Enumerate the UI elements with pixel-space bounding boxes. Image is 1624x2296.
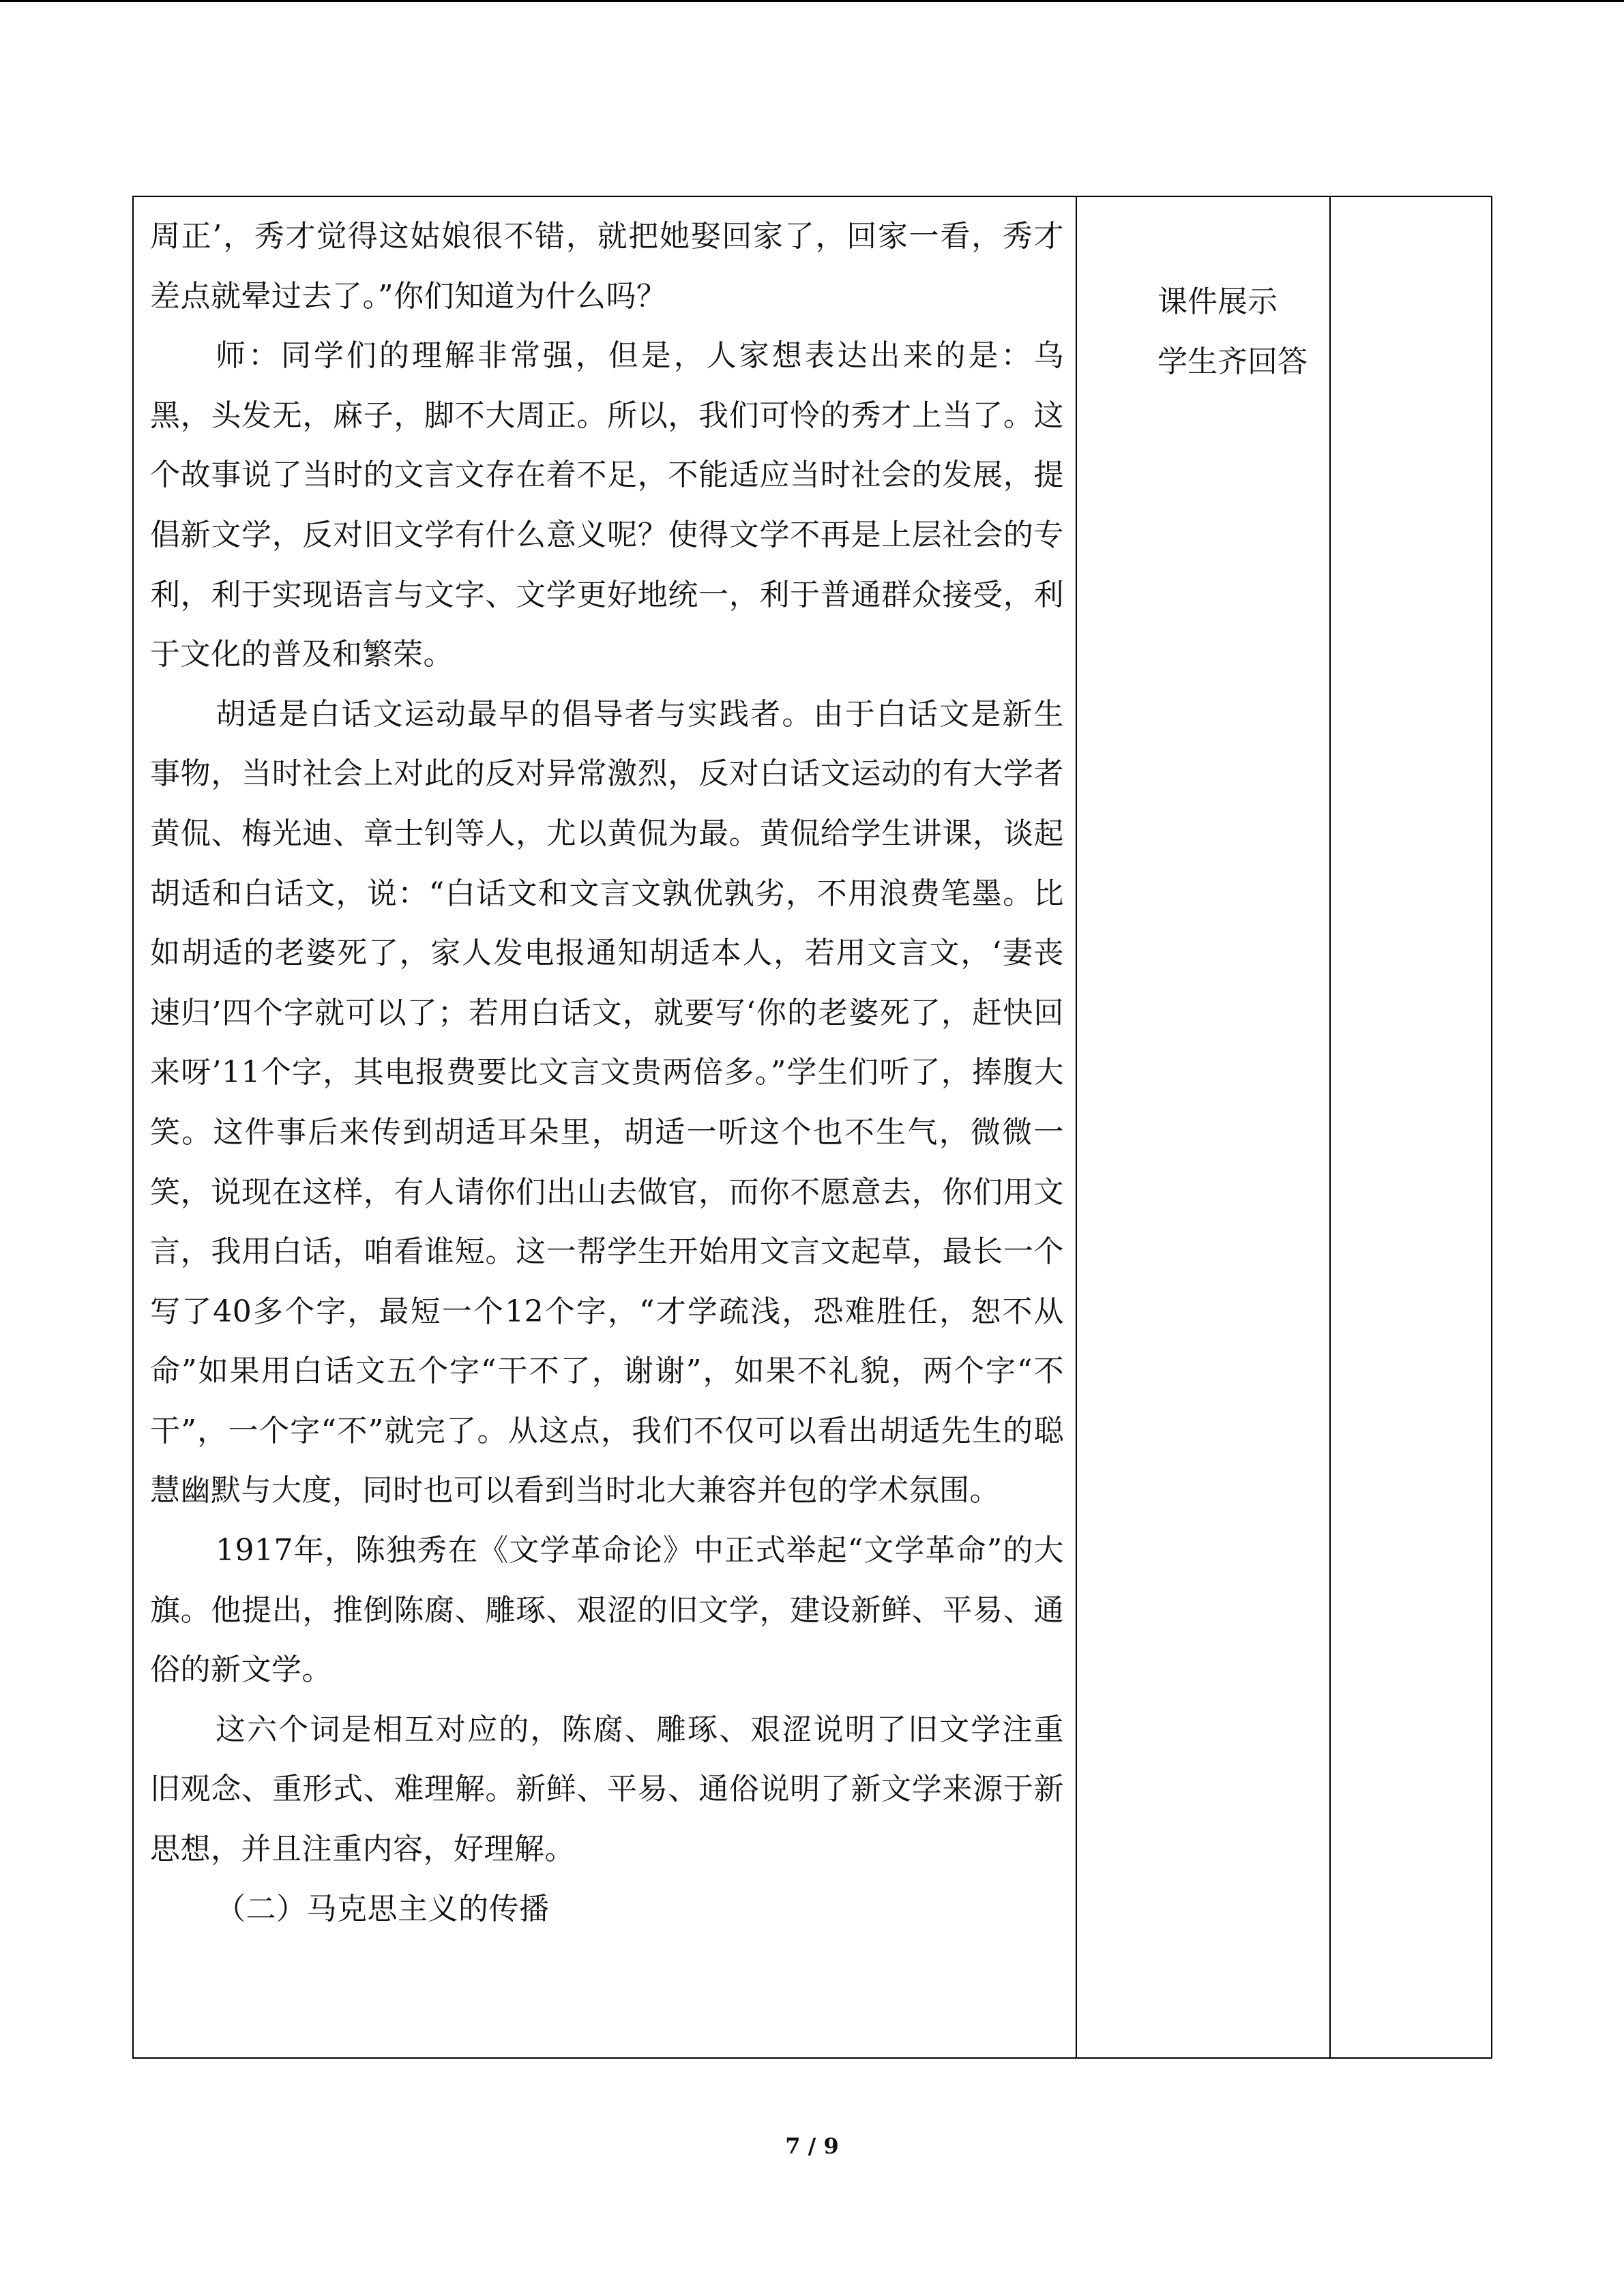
top-border-line <box>0 0 1624 2</box>
content-paragraph: 胡适是白话文运动最早的倡导者与实践者。由于白话文是新生事物，当时社会上对此的反对异常激烈，反对白话文运动的有大学者黄侃、梅光迪、章士钊等人，尤以黄侃为最。黄侃给学生讲课，谈起胡适和白话文，说：“白话文和文言文孰优孰劣，不用浪费笔墨。比如胡适的老婆死了，家人发电报通知胡适本人，若用文言文，‘妻丧速归’四个字就可以了；若用白话文，就要写‘你的老婆死了，赶快回来呀’11个字，其电报费要比文言文贵两倍多。”学生们听了，捧腹大笑。这件事后来传到胡适耳朵里，胡适一听这个也不生气，微微一笑，说现在这样，有人请你们出山去做官，而你不愿意去，你们用文言，我用白话，咱看谁短。这一帮学生开始用文言文起草，最长一个写了40多个字，最短一个12个字，“才学疏浅，恐难胜任，恕不从命”如果用白话文五个字“干不了，谢谢”，如果不礼貌，两个字“不干”，一个字“不”就完了。从这点，我们不仅可以看出胡适先生的聪慧幽默与大度，同时也可以看到当时北大兼容并包的学术氛围。 <box>150 696 1064 1508</box>
method-note-students-answer: 学生齐回答 <box>1157 344 1308 379</box>
content-paragraph: （二）马克思主义的传播 <box>216 1891 550 1926</box>
lesson-plan-table <box>132 196 1492 2059</box>
column-divider <box>1076 197 1077 2057</box>
content-paragraph: 这六个词是相互对应的，陈腐、雕琢、艰涩说明了旧文学注重旧观念、重形式、难理解。新鲜、平易、通俗说明了新文学来源于新思想，并且注重内容，好理解。 <box>150 1712 1064 1867</box>
teaching-method-cell <box>1092 272 1317 392</box>
page-number: 7 / 9 <box>785 2133 839 2159</box>
content-paragraph: 周正’，秀才觉得这姑娘很不错，就把她娶回家了，回家一看，秀才差点就晕过去了。”你们知道为什么吗？ <box>150 219 1064 314</box>
teaching-content-cell <box>150 207 1064 1939</box>
method-note-courseware: 课件展示 <box>1157 284 1278 319</box>
content-paragraph: 1917年，陈独秀在《文学革命论》中正式举起“文学革命”的大旗。他提出，推倒陈腐、雕琢、艰涩的旧文学，建设新鲜、平易、通俗的新文学。 <box>150 1533 1064 1688</box>
column-divider <box>1329 197 1331 2057</box>
content-paragraph: 师：同学们的理解非常强，但是，人家想表达出来的是：乌黑，头发无，麻子，脚不大周正。所以，我们可怜的秀才上当了。这个故事说了当时的文言文存在着不足，不能适应当时社会的发展，提倡新文学，反对旧文学有什么意义呢？使得文学不再是上层社会的专利，利于实现语言与文字、文学更好地统一，利于普通群众接受，利于文化的普及和繁荣。 <box>150 338 1064 672</box>
